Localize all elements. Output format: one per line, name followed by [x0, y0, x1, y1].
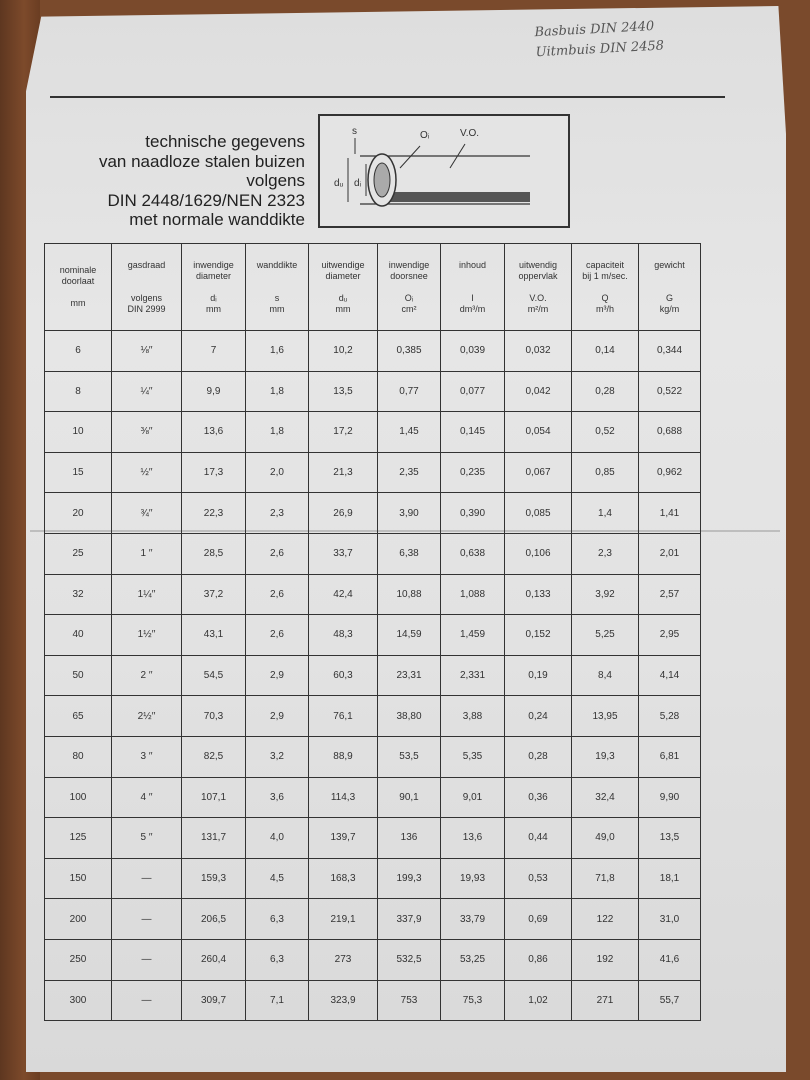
column-header-title: inwendige diameter: [193, 259, 234, 281]
table-cell: 192: [572, 939, 639, 980]
table-cell: 9,01: [441, 777, 505, 818]
table-cell: 125: [45, 818, 112, 859]
table-cell: 37,2: [182, 574, 246, 615]
column-header-unit: volgens DIN 2999: [127, 292, 166, 314]
column-header: [639, 244, 701, 331]
table-cell: 2,0: [246, 452, 309, 493]
table-cell: 6,3: [246, 939, 309, 980]
column-header-title: uitwendig oppervlak: [518, 259, 558, 281]
table-cell: 7: [182, 331, 246, 372]
table-cell: 0,19: [505, 655, 572, 696]
table-row: [45, 533, 701, 574]
column-header: [246, 244, 309, 331]
table-cell: 31,0: [639, 899, 701, 940]
table-cell: 10: [45, 412, 112, 453]
table-cell: 0,054: [505, 412, 572, 453]
table-cell: 70,3: [182, 696, 246, 737]
title-line: volgens: [246, 171, 305, 190]
table-cell: 0,106: [505, 533, 572, 574]
table-cell: 43,1: [182, 615, 246, 656]
table-cell: ¾′′: [112, 493, 182, 534]
table-row: [45, 452, 701, 493]
table-cell: 131,7: [182, 818, 246, 859]
column-header-unit: V.O. m²/m: [527, 292, 549, 314]
table-row: [45, 412, 701, 453]
table-cell: 206,5: [182, 899, 246, 940]
table-cell: 8,4: [572, 655, 639, 696]
table-cell: ½′′: [112, 452, 182, 493]
table-cell: 60,3: [309, 655, 378, 696]
column-header-title: inhoud: [458, 259, 487, 270]
table-cell: 9,9: [182, 371, 246, 412]
table-cell: 65: [45, 696, 112, 737]
column-header-title: gasdraad: [127, 259, 166, 270]
table-cell: 4,0: [246, 818, 309, 859]
table-row: [45, 899, 701, 940]
table-row: [45, 858, 701, 899]
table-cell: 0,145: [441, 412, 505, 453]
table-cell: 13,95: [572, 696, 639, 737]
table-cell: 10,88: [378, 574, 441, 615]
table-cell: 0,86: [505, 939, 572, 980]
table-cell: 1¼′′: [112, 574, 182, 615]
table-cell: 26,9: [309, 493, 378, 534]
table-cell: 0,085: [505, 493, 572, 534]
column-header-unit: Q m³/h: [596, 292, 614, 314]
column-header: [572, 244, 639, 331]
table-cell: 122: [572, 899, 639, 940]
table-cell: 1,459: [441, 615, 505, 656]
table-cell: 159,3: [182, 858, 246, 899]
table-cell: 32,4: [572, 777, 639, 818]
table-cell: 53,25: [441, 939, 505, 980]
column-header-title: uitwendige diameter: [321, 259, 365, 281]
table-cell: 2,9: [246, 696, 309, 737]
table-cell: 323,9: [309, 980, 378, 1021]
table-cell: 33,79: [441, 899, 505, 940]
table-cell: 38,80: [378, 696, 441, 737]
column-header: [505, 244, 572, 331]
table-cell: 3,88: [441, 696, 505, 737]
table-cell: 0,344: [639, 331, 701, 372]
table-cell: 53,5: [378, 736, 441, 777]
column-header-unit: I dm³/m: [459, 292, 486, 314]
diagram-label-vo: V.O.: [460, 128, 480, 139]
table-cell: 0,28: [505, 736, 572, 777]
table-cell: 5,25: [572, 615, 639, 656]
table-cell: 49,0: [572, 818, 639, 859]
table-cell: 0,69: [505, 899, 572, 940]
table-cell: 0,032: [505, 331, 572, 372]
table-cell: 168,3: [309, 858, 378, 899]
table-cell: 260,4: [182, 939, 246, 980]
table-cell: 0,390: [441, 493, 505, 534]
table-cell: 0,44: [505, 818, 572, 859]
table-cell: 107,1: [182, 777, 246, 818]
table-cell: 0,067: [505, 452, 572, 493]
table-row: [45, 980, 701, 1021]
column-header: [309, 244, 378, 331]
table-cell: 753: [378, 980, 441, 1021]
table-cell: 82,5: [182, 736, 246, 777]
pipe-data-table: [44, 243, 701, 1021]
table-cell: 42,4: [309, 574, 378, 615]
table-cell: 19,93: [441, 858, 505, 899]
table-cell: 2,3: [246, 493, 309, 534]
table-cell: 1,02: [505, 980, 572, 1021]
table-cell: 1,8: [246, 371, 309, 412]
table-cell: 2,01: [639, 533, 701, 574]
column-header: [112, 244, 182, 331]
table-cell: 2,6: [246, 574, 309, 615]
table-cell: 337,9: [378, 899, 441, 940]
table-cell: 40: [45, 615, 112, 656]
table-row: [45, 777, 701, 818]
table-cell: 2½′′: [112, 696, 182, 737]
table-cell: 0,77: [378, 371, 441, 412]
table-cell: 13,6: [441, 818, 505, 859]
table-row: [45, 939, 701, 980]
pipe-illustration: [320, 116, 568, 226]
table-cell: 8: [45, 371, 112, 412]
table-cell: 0,24: [505, 696, 572, 737]
table-cell: 6,81: [639, 736, 701, 777]
table-cell: —: [112, 939, 182, 980]
table-cell: 32: [45, 574, 112, 615]
table-row: [45, 371, 701, 412]
table-cell: —: [112, 899, 182, 940]
table-cell: 23,31: [378, 655, 441, 696]
table-cell: 114,3: [309, 777, 378, 818]
table-cell: 139,7: [309, 818, 378, 859]
diagram-label-oi: Oᵢ: [420, 130, 430, 141]
table-cell: 0,52: [572, 412, 639, 453]
column-header: [378, 244, 441, 331]
table-cell: 3,92: [572, 574, 639, 615]
column-header-title: capaciteit bij 1 m/sec.: [582, 259, 628, 281]
table-cell: 0,522: [639, 371, 701, 412]
table-cell: 1½′′: [112, 615, 182, 656]
table-cell: 28,5: [182, 533, 246, 574]
table-cell: 0,638: [441, 533, 505, 574]
table-cell: ⅜′′: [112, 412, 182, 453]
table-cell: 2,331: [441, 655, 505, 696]
handwritten-line: Uitmbuis DIN 2458: [535, 38, 665, 61]
table-cell: 3,6: [246, 777, 309, 818]
column-header-unit: mm: [70, 298, 86, 308]
table-cell: 88,9: [309, 736, 378, 777]
table-cell: 1,45: [378, 412, 441, 453]
table-row: [45, 736, 701, 777]
table-cell: 3,90: [378, 493, 441, 534]
title-line: technische gegevens: [145, 132, 305, 151]
table-cell: —: [112, 858, 182, 899]
table-cell: 5 ′′: [112, 818, 182, 859]
table-cell: 199,3: [378, 858, 441, 899]
table-cell: 19,3: [572, 736, 639, 777]
column-header-unit: G kg/m: [659, 292, 680, 314]
table-cell: 13,5: [309, 371, 378, 412]
table-cell: 0,53: [505, 858, 572, 899]
table-cell: 5,28: [639, 696, 701, 737]
table-cell: 219,1: [309, 899, 378, 940]
table-cell: 50: [45, 655, 112, 696]
table-cell: 7,1: [246, 980, 309, 1021]
table-cell: 0,385: [378, 331, 441, 372]
title-line: met normale wanddikte: [129, 210, 305, 229]
table-header-row: [45, 244, 701, 331]
table-row: [45, 655, 701, 696]
table-cell: 14,59: [378, 615, 441, 656]
table-cell: 150: [45, 858, 112, 899]
document-title: [60, 132, 305, 230]
diagram-label-s: s: [352, 126, 357, 137]
table-cell: 76,1: [309, 696, 378, 737]
table-cell: 9,90: [639, 777, 701, 818]
column-header-title: inwendige doorsnee: [388, 259, 430, 281]
table-cell: 1,41: [639, 493, 701, 534]
table-cell: 273: [309, 939, 378, 980]
table-row: [45, 818, 701, 859]
table-row: [45, 493, 701, 534]
table-cell: 18,1: [639, 858, 701, 899]
column-header-title: nominale doorlaat: [59, 265, 97, 286]
table-cell: 0,152: [505, 615, 572, 656]
table-cell: 17,3: [182, 452, 246, 493]
table-cell: 271: [572, 980, 639, 1021]
table-cell: 0,042: [505, 371, 572, 412]
table-cell: 15: [45, 452, 112, 493]
table-cell: 2,9: [246, 655, 309, 696]
table-cell: 3,2: [246, 736, 309, 777]
top-rule: [50, 96, 725, 98]
title-line: DIN 2448/1629/NEN 2323: [107, 190, 305, 210]
table-cell: 13,6: [182, 412, 246, 453]
title-line: van naadloze stalen buizen: [98, 151, 305, 171]
table-cell: 0,14: [572, 331, 639, 372]
table-cell: 33,7: [309, 533, 378, 574]
table-cell: 90,1: [378, 777, 441, 818]
table-cell: 48,3: [309, 615, 378, 656]
table-cell: 0,077: [441, 371, 505, 412]
table-row: [45, 331, 701, 372]
table-cell: —: [112, 980, 182, 1021]
table-cell: 20: [45, 493, 112, 534]
table-cell: 10,2: [309, 331, 378, 372]
table-cell: 2,6: [246, 615, 309, 656]
column-header-unit: Oᵢ cm²: [401, 292, 417, 314]
table-cell: 13,5: [639, 818, 701, 859]
table-cell: 21,3: [309, 452, 378, 493]
table-cell: 54,5: [182, 655, 246, 696]
table-row: [45, 574, 701, 615]
column-header-title: wanddikte: [256, 259, 298, 270]
handwritten-line: Basbuis DIN 2440: [534, 18, 655, 41]
table-cell: 100: [45, 777, 112, 818]
table-cell: 200: [45, 899, 112, 940]
table-cell: 2,35: [378, 452, 441, 493]
table-cell: 5,35: [441, 736, 505, 777]
table-cell: 1 ′′: [112, 533, 182, 574]
table-cell: 0,235: [441, 452, 505, 493]
table-cell: 1,4: [572, 493, 639, 534]
table-cell: 4,5: [246, 858, 309, 899]
table-cell: 55,7: [639, 980, 701, 1021]
table-cell: 2 ′′: [112, 655, 182, 696]
table-cell: 4,14: [639, 655, 701, 696]
table-cell: 309,7: [182, 980, 246, 1021]
table-cell: 6,3: [246, 899, 309, 940]
table-cell: 2,57: [639, 574, 701, 615]
table-cell: 250: [45, 939, 112, 980]
table-cell: 71,8: [572, 858, 639, 899]
table-cell: 80: [45, 736, 112, 777]
column-header-unit: dᵤ mm: [335, 292, 351, 314]
column-header: [182, 244, 246, 331]
table-row: [45, 696, 701, 737]
table-cell: 3 ′′: [112, 736, 182, 777]
table-cell: 75,3: [441, 980, 505, 1021]
pipe-diagram: [318, 114, 570, 228]
table-cell: 17,2: [309, 412, 378, 453]
table-cell: 4 ′′: [112, 777, 182, 818]
table-cell: 0,28: [572, 371, 639, 412]
table-cell: 136: [378, 818, 441, 859]
table-cell: 2,3: [572, 533, 639, 574]
table-cell: ⅛′′: [112, 331, 182, 372]
table-cell: 2,95: [639, 615, 701, 656]
table-cell: 0,688: [639, 412, 701, 453]
table-cell: 22,3: [182, 493, 246, 534]
table-cell: 0,039: [441, 331, 505, 372]
table-row: [45, 615, 701, 656]
table-cell: 0,133: [505, 574, 572, 615]
table-cell: 532,5: [378, 939, 441, 980]
column-header-unit: dᵢ mm: [206, 292, 221, 314]
diagram-label-di: dᵢ: [354, 178, 362, 189]
column-header: [45, 244, 112, 331]
table-cell: 0,962: [639, 452, 701, 493]
table-cell: 41,6: [639, 939, 701, 980]
table-cell: 300: [45, 980, 112, 1021]
table-cell: 1,8: [246, 412, 309, 453]
table-cell: 1,6: [246, 331, 309, 372]
diagram-label-du: dᵤ: [334, 178, 344, 189]
table-body: [45, 331, 701, 1021]
column-header-title: gewicht: [654, 259, 685, 270]
table-cell: 25: [45, 533, 112, 574]
table-cell: 0,36: [505, 777, 572, 818]
table-cell: 6,38: [378, 533, 441, 574]
table-cell: 2,6: [246, 533, 309, 574]
table-cell: 0,85: [572, 452, 639, 493]
column-header: [441, 244, 505, 331]
table-cell: ¼′′: [112, 371, 182, 412]
column-header-unit: s mm: [269, 292, 285, 314]
table-cell: 1,088: [441, 574, 505, 615]
table-cell: 6: [45, 331, 112, 372]
